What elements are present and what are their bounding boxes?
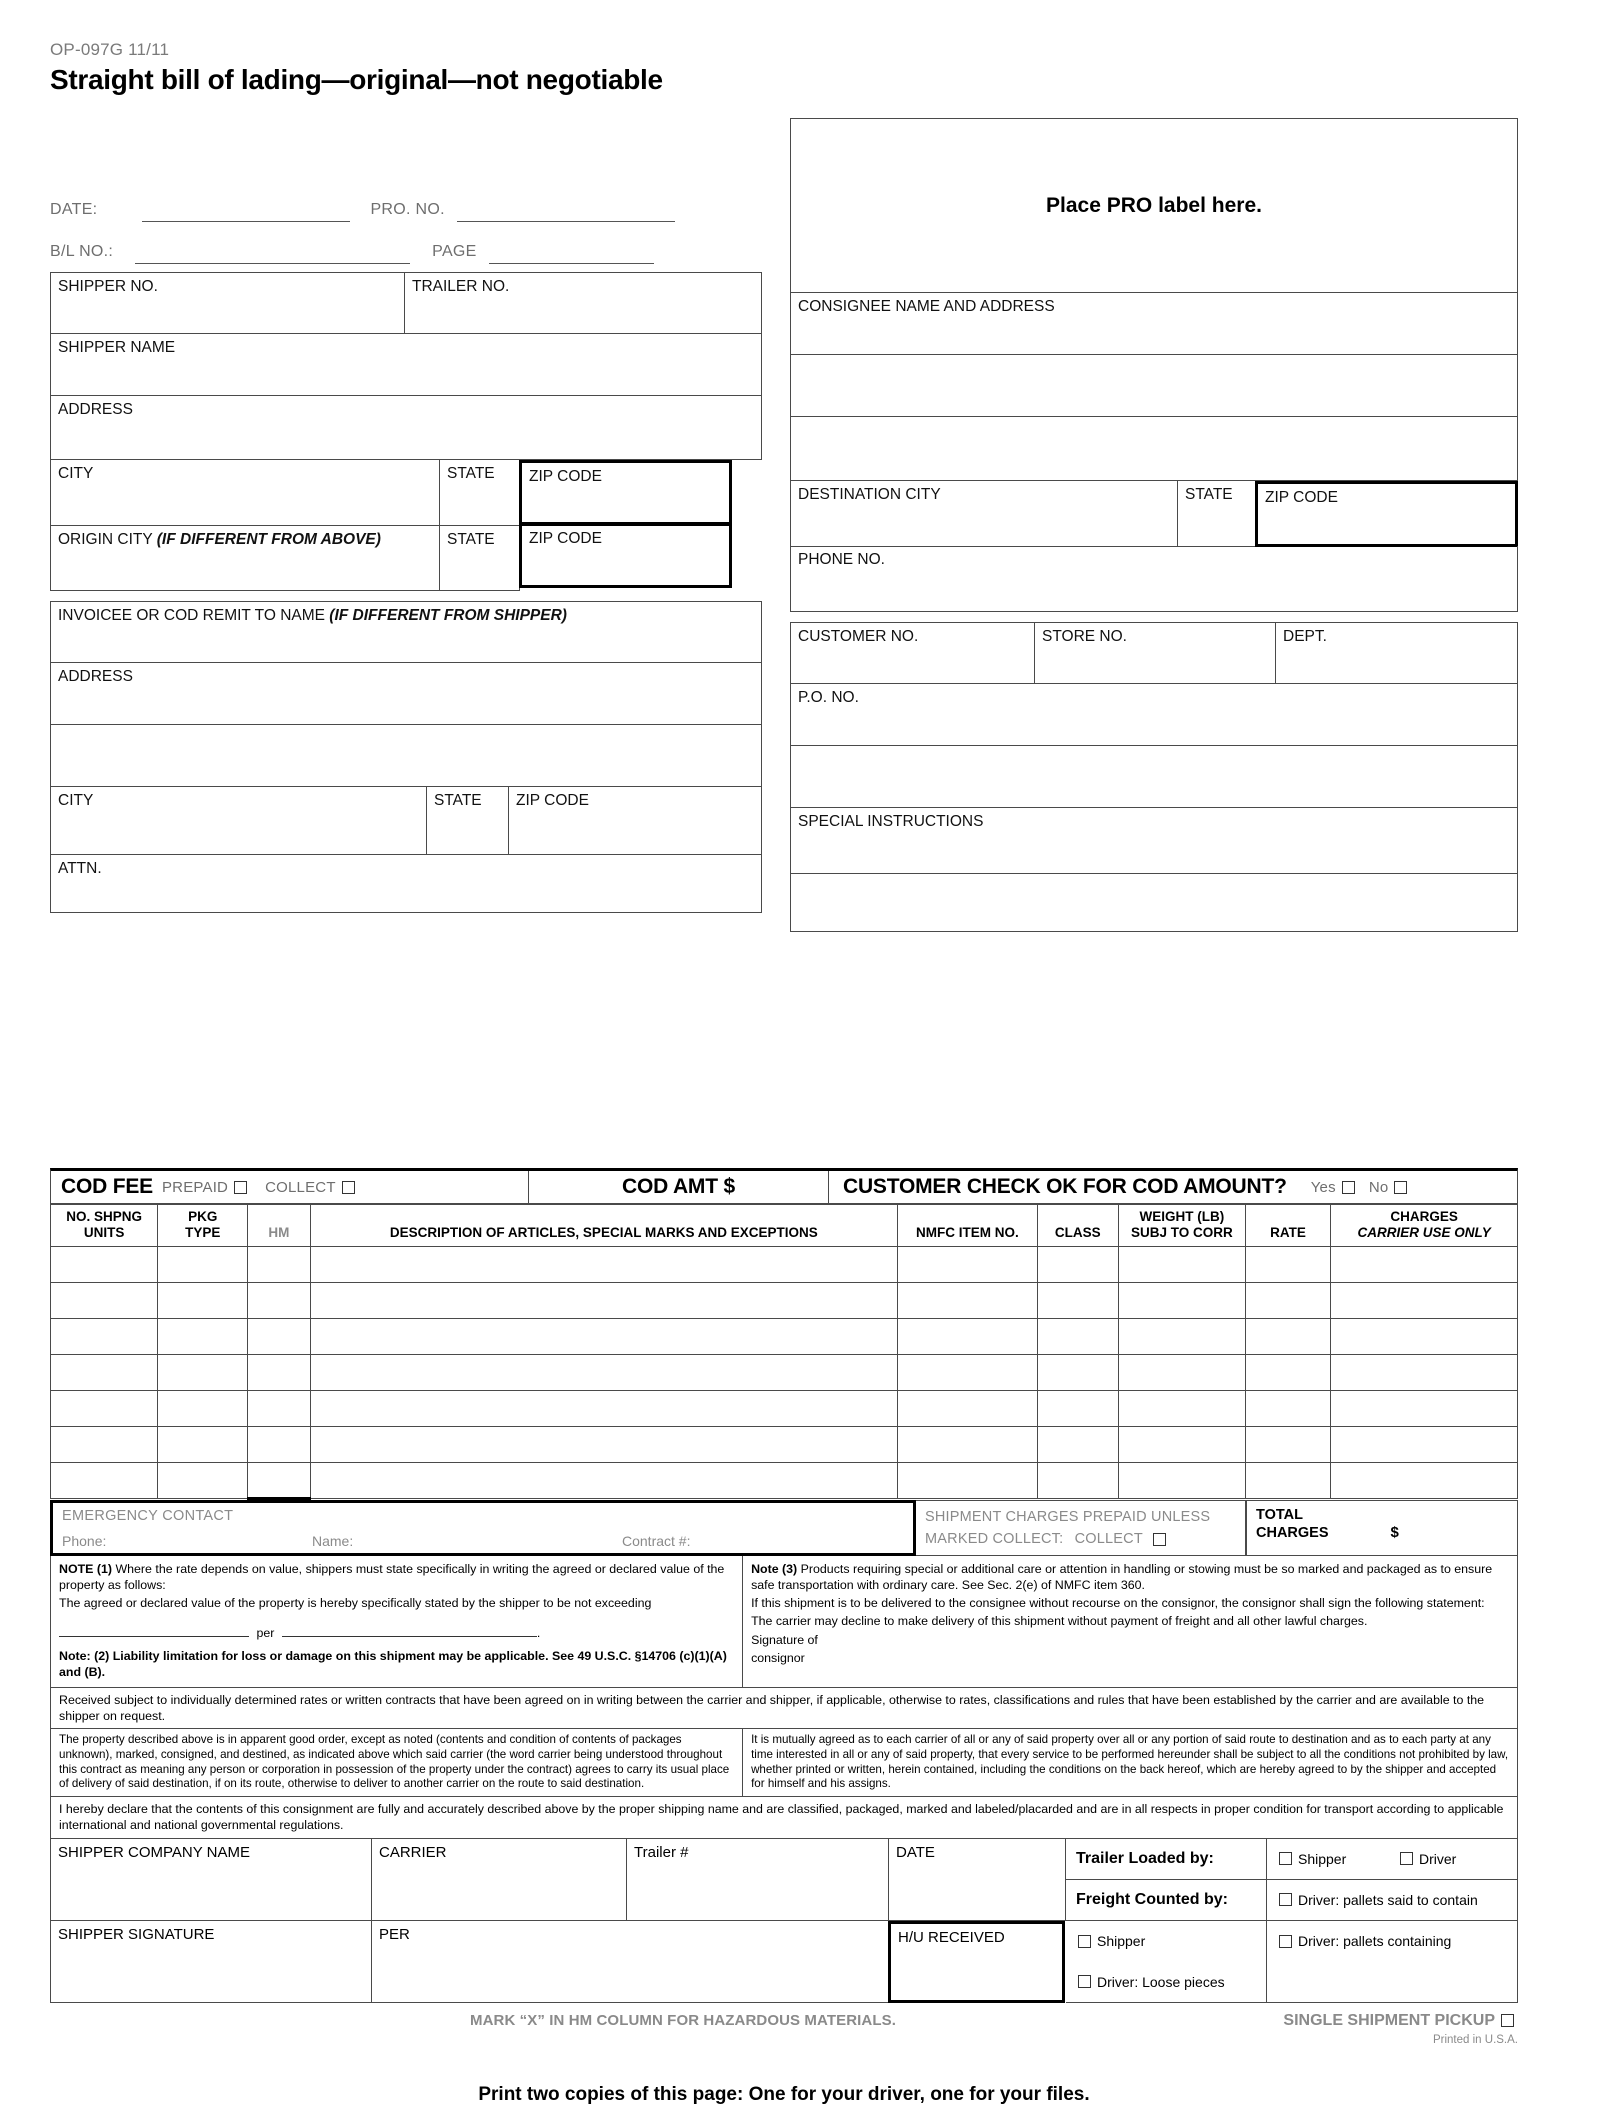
origin-zip-label: ZIP CODE	[529, 530, 602, 547]
freight-counted-by-label: Freight Counted by:	[1076, 1890, 1228, 1908]
cell-pkg[interactable]	[158, 1427, 248, 1463]
print-note: Print two copies of this page: One for your driver, one for your files.	[478, 2083, 1090, 2105]
note-3-line3: The carrier may decline to make delivery of this shipment without payment of freight and all other lawful charges.	[751, 1614, 1368, 1629]
freight-driver-loose-option[interactable]: Driver: Loose pieces	[1066, 1974, 1266, 1990]
charges-prepaid-line1: SHIPMENT CHARGES PREPAID UNLESS	[925, 1509, 1211, 1525]
signature-row-2	[50, 1921, 1066, 2003]
freight-counted-by-row	[1066, 1880, 1518, 1921]
marked-collect-checkbox[interactable]	[1153, 1533, 1166, 1546]
table-row[interactable]	[51, 1391, 1518, 1427]
date-input[interactable]	[142, 199, 350, 222]
invoicee-address-label: ADDRESS	[58, 668, 133, 685]
shipper-name-field[interactable]	[50, 334, 762, 396]
checkbox	[1078, 1935, 1091, 1948]
signature-row-1	[50, 1839, 1066, 1921]
shipper-signature-label: SHIPPER SIGNATURE	[58, 1925, 215, 1943]
cell-class[interactable]	[1037, 1427, 1119, 1463]
shipment-charges-note	[916, 1500, 1246, 1556]
articles-header-row	[51, 1205, 1518, 1247]
cell-class[interactable]	[1037, 1355, 1119, 1391]
date-pro-row	[50, 180, 762, 222]
col-description: DESCRIPTION OF ARTICLES, SPECIAL MARKS AND EXCEPTIONS	[310, 1205, 898, 1247]
received-subject-text: Received subject to individually determined rates or written contracts that have been agreed on in writing between the carrier and shipper, if applicable, otherwise to rates, classifications and rules that have been established by the carrier and are available to the shipper on request.	[50, 1688, 1518, 1729]
note-1-line2: The agreed or declared value of the property is hereby specifically stated by the shipper to be not exceeding	[59, 1596, 652, 1611]
cell-hm[interactable]	[248, 1391, 310, 1427]
notes-section	[50, 1556, 1518, 1688]
destination-zip-label: ZIP CODE	[1265, 489, 1338, 506]
cell-charges[interactable]	[1331, 1247, 1518, 1283]
shipper-city-label: CITY	[58, 465, 94, 482]
shipper-state-label: STATE	[447, 465, 495, 482]
customer-no-field[interactable]	[790, 622, 1035, 684]
special-instructions-line2[interactable]	[790, 874, 1518, 932]
trailer-num-label: Trailer #	[634, 1843, 689, 1861]
origin-state-field[interactable]	[440, 525, 520, 591]
emergency-contact-title: EMERGENCY CONTACT	[62, 1508, 234, 1524]
cod-no-label: No	[1368, 1178, 1389, 1196]
store-no-field[interactable]	[1035, 622, 1276, 684]
cod-yes-checkbox[interactable]	[1342, 1181, 1355, 1194]
invoicee-address-field[interactable]	[50, 663, 762, 725]
property-right-text: It is mutually agreed as to each carrier of all or any of said property over all or any portion of said route to destination and as to each party at any time interested in all or any of said property, that every service to be performed hereunder shall be subject to all the conditions not prohibited by law, whether printed or written, herein contained, including the conditions on the back hereof, which are hereby agreed to by the shipper and accepted for himself and his assigns.	[751, 1733, 1509, 1791]
cell-pkg[interactable]	[158, 1247, 248, 1283]
origin-zip-field[interactable]	[519, 522, 732, 588]
cell-desc[interactable]	[310, 1427, 898, 1463]
note-3: Note (3) Products requiring special or additional care or attention in handling or stowing must be so marked and packaged as to ensure safe transportation with ordinary care. See Sec. 2(e) of NMFC item 360.	[751, 1562, 1493, 1593]
emergency-name-label: Name:	[312, 1533, 354, 1549]
trailer-loaded-by-row	[1066, 1839, 1518, 1880]
store-no-label: STORE NO.	[1042, 628, 1127, 645]
signature-date-label: DATE	[896, 1843, 935, 1861]
po-no-field[interactable]	[790, 684, 1518, 746]
bl-no-label: B/L NO.:	[50, 243, 114, 260]
note-3-signature-1: Signature of	[751, 1632, 818, 1647]
cell-units[interactable]	[51, 1283, 158, 1319]
cod-yes-label: Yes	[1310, 1178, 1336, 1196]
invoicee-state-label: STATE	[434, 792, 482, 809]
date-field[interactable]	[889, 1839, 1066, 1921]
cell-pkg[interactable]	[158, 1355, 248, 1391]
col-no-shpng-units: NO. SHPNG UNITS	[51, 1205, 158, 1247]
attn-label: ATTN.	[58, 860, 102, 877]
cod-collect-label: COLLECT	[265, 1178, 336, 1196]
cell-hm[interactable]	[248, 1319, 310, 1355]
invoicee-address2-field[interactable]	[50, 725, 762, 787]
consignee-label: CONSIGNEE NAME AND ADDRESS	[798, 298, 1055, 315]
signature-left	[50, 1839, 1066, 2003]
cell-rate[interactable]	[1245, 1427, 1331, 1463]
page-label: PAGE	[432, 243, 477, 260]
trailer-loaded-by-label: Trailer Loaded by:	[1076, 1849, 1214, 1867]
freight-driver-pallets-said-option[interactable]: Driver: pallets said to contain	[1266, 1880, 1517, 1920]
hazard-note: MARK “X” IN HM COLUMN FOR HAZARDOUS MATERIALS.	[470, 2011, 896, 2029]
cod-amt-label: COD AMT $	[622, 1175, 735, 1198]
cell-weight[interactable]	[1119, 1355, 1246, 1391]
marked-collect-label: COLLECT	[1074, 1531, 1143, 1548]
cell-desc[interactable]	[310, 1283, 898, 1319]
freight-option-row-1	[1066, 1921, 1518, 1962]
checkbox	[1279, 1935, 1292, 1948]
table-row[interactable]	[51, 1355, 1518, 1391]
shipper-city-field[interactable]	[50, 460, 440, 526]
cell-units[interactable]	[51, 1463, 158, 1499]
destination-city-label: DESTINATION CITY	[798, 486, 941, 503]
cell-rate[interactable]	[1245, 1355, 1331, 1391]
table-row[interactable]	[51, 1247, 1518, 1283]
checkbox	[1279, 1852, 1292, 1865]
trailer-no-field[interactable]	[405, 272, 762, 334]
cell-weight[interactable]	[1119, 1427, 1246, 1463]
cell-class[interactable]	[1037, 1319, 1119, 1355]
customer-check-cell	[829, 1171, 1517, 1203]
dept-label: DEPT.	[1283, 628, 1327, 645]
freight-option-row-2	[1066, 1962, 1518, 2003]
cell-nmfc[interactable]	[898, 1427, 1037, 1463]
articles-body	[51, 1247, 1518, 1499]
po-no-line2-field[interactable]	[790, 746, 1518, 808]
col-class: CLASS	[1037, 1205, 1119, 1247]
cell-nmfc[interactable]	[898, 1355, 1037, 1391]
invoicee-city-label: CITY	[58, 792, 94, 809]
col-hm: HM	[248, 1205, 310, 1247]
shipper-zip-label: ZIP CODE	[529, 468, 602, 485]
phone-no-label: PHONE NO.	[798, 551, 885, 568]
printed-in-usa: Printed in U.S.A.	[1432, 2033, 1518, 2046]
invoicee-zip-label: ZIP CODE	[516, 792, 589, 809]
cod-fee-cell	[51, 1171, 529, 1203]
col-charges: CHARGES CARRIER USE ONLY	[1331, 1205, 1518, 1247]
cell-rate[interactable]	[1245, 1283, 1331, 1319]
cell-desc[interactable]	[310, 1463, 898, 1499]
page-title: Straight bill of lading—original—not negotiable	[50, 64, 663, 95]
table-row[interactable]	[51, 1319, 1518, 1355]
invoicee-name-label: INVOICEE OR COD REMIT TO NAME (IF DIFFERENT FROM SHIPPER)	[58, 607, 567, 624]
checkbox	[1400, 1852, 1413, 1865]
cod-prepaid-checkbox[interactable]	[234, 1181, 247, 1194]
cod-amt-cell[interactable]	[529, 1171, 829, 1203]
cell-rate[interactable]	[1245, 1319, 1331, 1355]
consignee-line3-field[interactable]	[790, 417, 1518, 481]
cell-rate[interactable]	[1245, 1391, 1331, 1427]
hu-received-label: H/U RECEIVED	[898, 1928, 1005, 1946]
total-charges-line2: CHARGES $	[1256, 1524, 1399, 1542]
cell-nmfc[interactable]	[898, 1463, 1037, 1499]
cell-units[interactable]	[51, 1427, 158, 1463]
cell-hm[interactable]	[248, 1283, 310, 1319]
cell-charges[interactable]	[1331, 1391, 1518, 1427]
emergency-phone-label: Phone:	[62, 1533, 107, 1549]
cell-rate[interactable]	[1245, 1463, 1331, 1499]
checkbox	[1279, 1893, 1292, 1906]
form-code: OP-097G 11/11	[50, 40, 170, 59]
shipper-company-name-field[interactable]	[50, 1839, 372, 1921]
carrier-field[interactable]	[372, 1839, 627, 1921]
cell-charges[interactable]	[1331, 1355, 1518, 1391]
invoicee-zip-field[interactable]	[509, 787, 762, 855]
cod-bar	[50, 1168, 1518, 1204]
page-input[interactable]	[489, 241, 654, 264]
col-nmfc-item-no: NMFC ITEM NO.	[898, 1205, 1037, 1247]
footer	[50, 2012, 1518, 2046]
shipper-no-label: SHIPPER NO.	[58, 278, 158, 295]
charges-prepaid-line2: MARKED COLLECT: COLLECT	[925, 1528, 1245, 1550]
cell-desc[interactable]	[310, 1355, 898, 1391]
shipper-company-name-label: SHIPPER COMPANY NAME	[58, 1843, 250, 1861]
destination-city-field[interactable]	[790, 481, 1178, 547]
freight-blank-cell	[1266, 1962, 1517, 2002]
cell-class[interactable]	[1037, 1463, 1119, 1499]
customer-no-label: CUSTOMER NO.	[798, 628, 919, 645]
invoicee-name-field[interactable]	[50, 601, 762, 663]
hu-received-field[interactable]	[888, 1921, 1065, 2003]
bl-no-input[interactable]	[135, 241, 410, 264]
col-weight: WEIGHT (LB) SUBJ TO CORR	[1119, 1205, 1246, 1247]
cell-weight[interactable]	[1119, 1283, 1246, 1319]
freight-shipper-option[interactable]: Shipper	[1066, 1933, 1266, 1949]
cell-units[interactable]	[51, 1319, 158, 1355]
shipper-no-field[interactable]	[50, 272, 405, 334]
emergency-charges-band	[50, 1500, 1518, 1556]
pro-label-box[interactable]	[790, 118, 1518, 293]
cell-class[interactable]	[1037, 1247, 1119, 1283]
emergency-contract-label: Contract #:	[622, 1533, 691, 1549]
cell-charges[interactable]	[1331, 1463, 1518, 1499]
property-left-text: The property described above is in apparent good order, except as noted (contents and condition of contents of packages unknown), marked, consigned, and destined, as indicated above which said carrier (the word carrier being understood throughout this contract as meaning any person or corporation in possession of the property under the contract) agrees to carry its usual place of delivery of said destination, if on its route, otherwise to deliver to another carrier on the route to said destination.	[51, 1729, 743, 1796]
cell-desc[interactable]	[310, 1391, 898, 1427]
phone-no-field[interactable]	[790, 546, 1518, 612]
single-shipment-pickup-checkbox[interactable]	[1501, 2014, 1514, 2027]
origin-city-label: ORIGIN CITY (IF DIFFERENT FROM ABOVE)	[58, 531, 381, 548]
articles-table	[50, 1204, 1518, 1500]
per-label: PER	[379, 1925, 410, 1943]
signature-right	[1066, 1839, 1518, 2003]
cod-no-checkbox[interactable]	[1394, 1181, 1407, 1194]
table-row[interactable]	[51, 1427, 1518, 1463]
cell-charges[interactable]	[1331, 1283, 1518, 1319]
consignee-name-address-field[interactable]	[790, 293, 1518, 355]
per-field[interactable]	[372, 1921, 889, 2003]
origin-state-label: STATE	[447, 531, 495, 548]
cell-hm[interactable]	[248, 1427, 310, 1463]
notes-left	[51, 1556, 743, 1687]
cell-nmfc[interactable]	[898, 1391, 1037, 1427]
destination-state-field[interactable]	[1178, 481, 1256, 547]
left-column	[50, 118, 762, 913]
shipper-signature-field[interactable]	[50, 1921, 372, 2003]
cell-units[interactable]	[51, 1247, 158, 1283]
cell-nmfc[interactable]	[898, 1319, 1037, 1355]
note-1-per-line: per .	[59, 1625, 734, 1641]
cell-class[interactable]	[1037, 1283, 1119, 1319]
property-conditions	[50, 1729, 1518, 1797]
trailer-loaded-driver-option[interactable]: Driver	[1384, 1851, 1517, 1867]
cell-weight[interactable]	[1119, 1247, 1246, 1283]
pro-no-input[interactable]	[457, 199, 675, 222]
table-row[interactable]	[51, 1283, 1518, 1319]
cell-class[interactable]	[1037, 1391, 1119, 1427]
cell-units[interactable]	[51, 1391, 158, 1427]
shipper-name-label: SHIPPER NAME	[58, 339, 176, 356]
invoicee-city-field[interactable]	[50, 787, 427, 855]
cell-pkg[interactable]	[158, 1319, 248, 1355]
cell-charges[interactable]	[1331, 1319, 1518, 1355]
cell-hm[interactable]	[248, 1463, 310, 1499]
date-label: DATE:	[50, 201, 98, 218]
cell-hm[interactable]	[248, 1355, 310, 1391]
bl-page-row	[50, 222, 762, 264]
cell-pkg[interactable]	[158, 1463, 248, 1499]
right-column	[790, 118, 1518, 932]
cell-desc[interactable]	[310, 1319, 898, 1355]
note-3-signature-2: consignor	[751, 1650, 805, 1665]
special-instructions-field[interactable]	[790, 808, 1518, 874]
shipper-zip-field[interactable]	[519, 460, 732, 526]
carrier-label: CARRIER	[379, 1843, 447, 1861]
col-rate: RATE	[1245, 1205, 1331, 1247]
cod-fee-label: COD FEE	[61, 1175, 153, 1198]
notes-right	[743, 1556, 1517, 1687]
cell-weight[interactable]	[1119, 1463, 1246, 1499]
invoicee-state-field[interactable]	[427, 787, 509, 855]
customer-check-label: CUSTOMER CHECK OK FOR COD AMOUNT?	[843, 1175, 1287, 1198]
cell-units[interactable]	[51, 1355, 158, 1391]
attn-field[interactable]	[50, 855, 762, 913]
cell-charges[interactable]	[1331, 1427, 1518, 1463]
destination-state-label: STATE	[1185, 486, 1233, 503]
consignee-line2-field[interactable]	[790, 355, 1518, 417]
cell-nmfc[interactable]	[898, 1247, 1037, 1283]
col-pkg-type: PKG TYPE	[158, 1205, 248, 1247]
cell-pkg[interactable]	[158, 1283, 248, 1319]
single-shipment-pickup: SINGLE SHIPMENT PICKUP	[1283, 2012, 1518, 2030]
cell-weight[interactable]	[1119, 1391, 1246, 1427]
cell-pkg[interactable]	[158, 1391, 248, 1427]
checkbox	[1078, 1975, 1091, 1988]
cod-collect-checkbox[interactable]	[342, 1181, 355, 1194]
total-charges-box[interactable]	[1246, 1500, 1518, 1556]
trailer-num-field[interactable]	[627, 1839, 889, 1921]
dept-field[interactable]	[1276, 622, 1518, 684]
emergency-contact-box[interactable]	[50, 1500, 916, 1556]
emergency-contact-fields	[62, 1533, 904, 1549]
declaration-text: I hereby declare that the contents of this consignment are fully and accurately described above by the proper shipping name and are classified, packaged, marked and labeled/placarded and are in all respects in proper condition for transport according to applicable international and national governmental regulations.	[50, 1797, 1518, 1838]
origin-city-field[interactable]	[50, 525, 440, 591]
cell-hm[interactable]	[248, 1247, 310, 1283]
trailer-no-label: TRAILER NO.	[412, 278, 510, 295]
shipper-state-field[interactable]	[440, 460, 520, 526]
cell-rate[interactable]	[1245, 1247, 1331, 1283]
signature-section	[50, 1839, 1518, 2003]
destination-zip-field[interactable]	[1255, 481, 1518, 547]
pro-no-label: PRO. NO.	[370, 201, 445, 218]
shipper-address-label: ADDRESS	[58, 401, 133, 418]
note-3-line2: If this shipment is to be delivered to the consignee without recourse on the consignor, the consignor shall sign the following statement:	[751, 1596, 1485, 1611]
note-2: Note: (2) Liability limitation for loss or damage on this shipment may be applicable. See 49 U.S.C. §14706 (c)(1)(A) and (B).	[59, 1648, 727, 1679]
shipper-address-field[interactable]	[50, 396, 762, 460]
total-charges-line1: TOTAL	[1256, 1507, 1303, 1523]
special-instructions-label: SPECIAL INSTRUCTIONS	[798, 813, 984, 830]
freight-driver-pallets-containing-option[interactable]: Driver: pallets containing	[1266, 1921, 1517, 1962]
cod-prepaid-label: PREPAID	[161, 1178, 229, 1196]
trailer-loaded-shipper-option[interactable]: Shipper	[1266, 1839, 1384, 1879]
cell-nmfc[interactable]	[898, 1283, 1037, 1319]
cell-desc[interactable]	[310, 1247, 898, 1283]
note-1: NOTE (1) Where the rate depends on value, shippers must state specifically in writing the agreed or declared value of the property as follows:	[59, 1562, 725, 1593]
po-no-label: P.O. NO.	[798, 689, 859, 706]
table-row[interactable]	[51, 1463, 1518, 1499]
pro-label-text: Place PRO label here.	[1046, 193, 1262, 217]
cell-weight[interactable]	[1119, 1319, 1246, 1355]
